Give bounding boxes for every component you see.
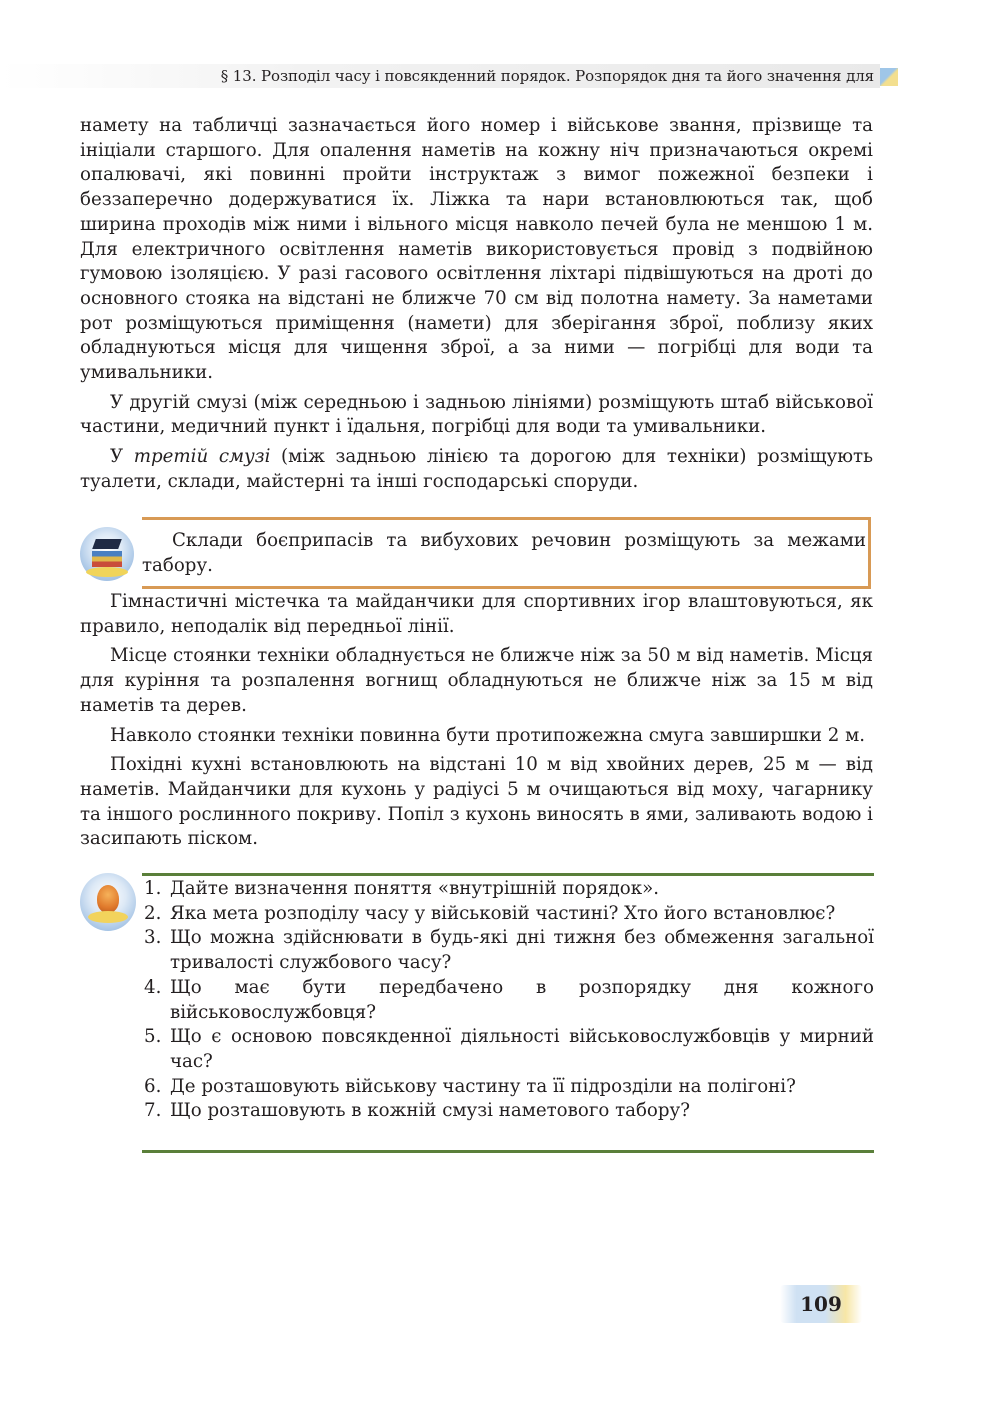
note-text: Склади боєприпасів та вибухових речовин розміщують за межами табору. bbox=[142, 530, 866, 576]
question-item: 6. Де розташовують військову частину та її підрозділи на полігоні? bbox=[144, 1075, 796, 1097]
paragraph: намету на табличці зазначається його номер і військове звання, прізвище та ініціали старшого. Для опалення наметів на кожну ніч призначаються окремі опалювачі, які повинні пройти інструктаж з вимог пожежної безпеки і беззаперечно додержуватися їх. Ліжка та нари встановлюються так, щоб ширина проходів між ними і вільного місця навколо печей була не меншою 1 м. Для електричного освітлення наметів використовується провід з подвійною гумовою ізоляцією. У разі гасового освітлення ліхтарі підвішуються на дроті до основного стояка на відстані не ближче 70 см від полотна намету. За наметами рот розміщуються приміщення (намети) для зберігання зброї, поблизу яких обладнуються місця для чищення зброї, а за ними — погрібці для води та умивальники. bbox=[80, 115, 873, 384]
paragraph: Похідні кухні встановлюють на відстані 10 м від хвойних дерев, 25 м — від наметів. Майданчики для кухонь у радіусі 5 м очищаються від моху, чагарнику та іншого рослинного покриву. Попіл з кухонь виносять в ями, заливають водою і засипають піском. bbox=[80, 754, 873, 850]
questions-top-rule bbox=[142, 873, 874, 876]
text-run: У bbox=[110, 446, 134, 468]
questions-bottom-rule bbox=[142, 1150, 874, 1153]
paragraph: Навколо стоянки техніки повинна бути протипожежна смуга завширшки 2 м. bbox=[110, 724, 866, 746]
thinking-head-icon bbox=[80, 873, 136, 931]
main-text bbox=[80, 114, 873, 495]
italic-term: третій смузі bbox=[133, 446, 271, 468]
page-number-badge bbox=[780, 1285, 862, 1323]
page-number: 109 bbox=[800, 1292, 842, 1316]
main-text-2 bbox=[80, 590, 873, 852]
paragraph: Місце стоянки техніки обладнується не ближче ніж за 50 м від наметів. Місця для куріння та розпалення вогнищ обладнуються не ближче ніж за 15 м від наметів та дерев. bbox=[80, 645, 873, 716]
header-corner-tab bbox=[880, 68, 898, 86]
text-run: (між задньою лінією та дорогою для техніки) розміщують туалети, склади, майстерні та інші господарські споруди. bbox=[80, 446, 874, 492]
question-item: 2. Яка мета розподілу часу у військовій частині? Хто його встановлює? bbox=[144, 902, 836, 924]
paragraph bbox=[80, 445, 873, 494]
paragraph: У другій смузі (між середньою і задньою лініями) розміщують штаб військової частини, медичний пункт і їдальня, погрібці для води та умивальники. bbox=[80, 391, 873, 438]
review-questions bbox=[142, 877, 874, 1124]
question-item: 4. Що має бути передбачено в розпорядку дня кожного військовослужбовця? bbox=[144, 976, 874, 1023]
graduation-cap-books-icon bbox=[80, 527, 134, 581]
question-item: 1. Дайте визначення поняття «внутрішній порядок». bbox=[144, 878, 660, 899]
running-header: § 13. Розподіл часу і повсякденний порядок. Розпорядок дня та його значення для bbox=[220, 67, 874, 85]
paragraph: Гімнастичні містечка та майданчики для спортивних ігор влаштовуються, як правило, неподалік від передньої лінії. bbox=[80, 591, 873, 637]
question-item: 5. Що є основою повсякденної діяльності військовослужбовців у мирний час? bbox=[144, 1026, 874, 1072]
question-item: 7. Що розташовують в кожній смузі наметового табору? bbox=[144, 1100, 690, 1122]
question-item: 3. Що можна здійснювати в будь-які дні тижня без обмеження загальної тривалості службового часу? bbox=[144, 927, 874, 974]
